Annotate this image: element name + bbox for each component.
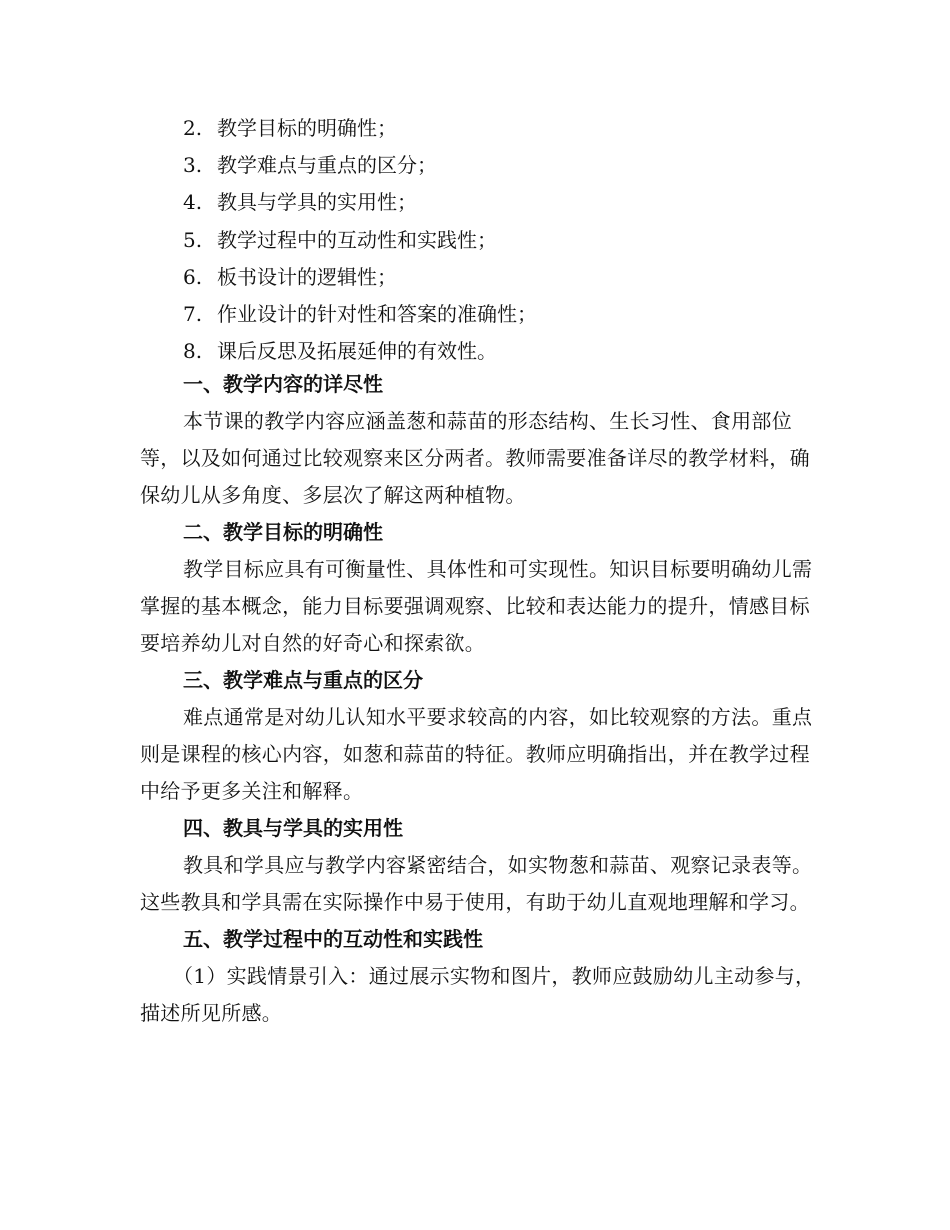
section-paragraph: 难点通常是对幼儿认知水平要求较高的内容，如比较观察的方法。重点则是课程的核心内容，如葱和蒜苗的特征。教师应明确指出，并在教学过程中给予更多关注和解释。 — [140, 705, 813, 803]
list-item-text: 作业设计的针对性和答案的准确性； — [217, 301, 537, 326]
section-heading: 五、教学过程中的互动性和实践性 — [183, 927, 483, 951]
document-body — [140, 366, 820, 1032]
list-item-number: 4. — [183, 190, 203, 215]
list-item — [183, 110, 537, 147]
list-item-number: 6. — [183, 264, 203, 289]
section-heading: 二、教学目标的明确性 — [183, 520, 383, 544]
section-heading: 四、教具与学具的实用性 — [183, 816, 403, 840]
section-difficulties — [140, 662, 820, 810]
list-item — [183, 147, 537, 184]
section-paragraph: （1）实践情景引入：通过展示实物和图片，教师应鼓励幼儿主动参与，描述所见所感。 — [140, 964, 816, 1025]
list-item-number: 2. — [183, 116, 203, 140]
list-item — [183, 296, 537, 333]
outline-list — [183, 110, 537, 370]
list-item-text: 教具与学具的实用性； — [217, 190, 417, 215]
list-item-number: 3. — [183, 153, 203, 178]
list-item-number: 5. — [183, 227, 203, 252]
list-item-text: 教学目标的明确性； — [217, 116, 397, 140]
section-teaching-aids — [140, 810, 820, 921]
section-content — [140, 366, 820, 514]
list-item-text: 教学难点与重点的区分； — [217, 153, 437, 178]
section-paragraph: 教学目标应具有可衡量性、具体性和可实现性。知识目标要明确幼儿需掌握的基本概念，能力目标要强调观察、比较和表达能力的提升，情感目标要培养幼儿对自然的好奇心和探索欲。 — [140, 557, 813, 655]
section-interaction — [140, 921, 820, 1032]
section-heading: 三、教学难点与重点的区分 — [183, 668, 423, 692]
section-paragraph: 本节课的教学内容应涵盖葱和蒜苗的形态结构、生长习性、食用部位等，以及如何通过比较观察来区分两者。教师需要准备详尽的教学材料，确保幼儿从多角度、多层次了解这两种植物。 — [140, 409, 810, 507]
list-item — [183, 184, 537, 221]
list-item-number: 7. — [183, 301, 203, 326]
list-item — [183, 222, 537, 259]
list-item-number: 8. — [183, 339, 203, 364]
list-item-text: 板书设计的逻辑性； — [217, 264, 397, 289]
list-item-text: 课后反思及拓展延伸的有效性。 — [217, 339, 497, 364]
section-paragraph: 教具和学具应与教学内容紧密结合，如实物葱和蒜苗、观察记录表等。这些教具和学具需在实际操作中易于使用，有助于幼儿直观地理解和学习。 — [140, 853, 813, 914]
section-objectives — [140, 514, 820, 662]
list-item — [183, 259, 537, 296]
list-item — [183, 333, 537, 370]
section-heading: 一、教学内容的详尽性 — [183, 372, 383, 396]
list-item-text: 教学过程中的互动性和实践性； — [217, 227, 497, 252]
